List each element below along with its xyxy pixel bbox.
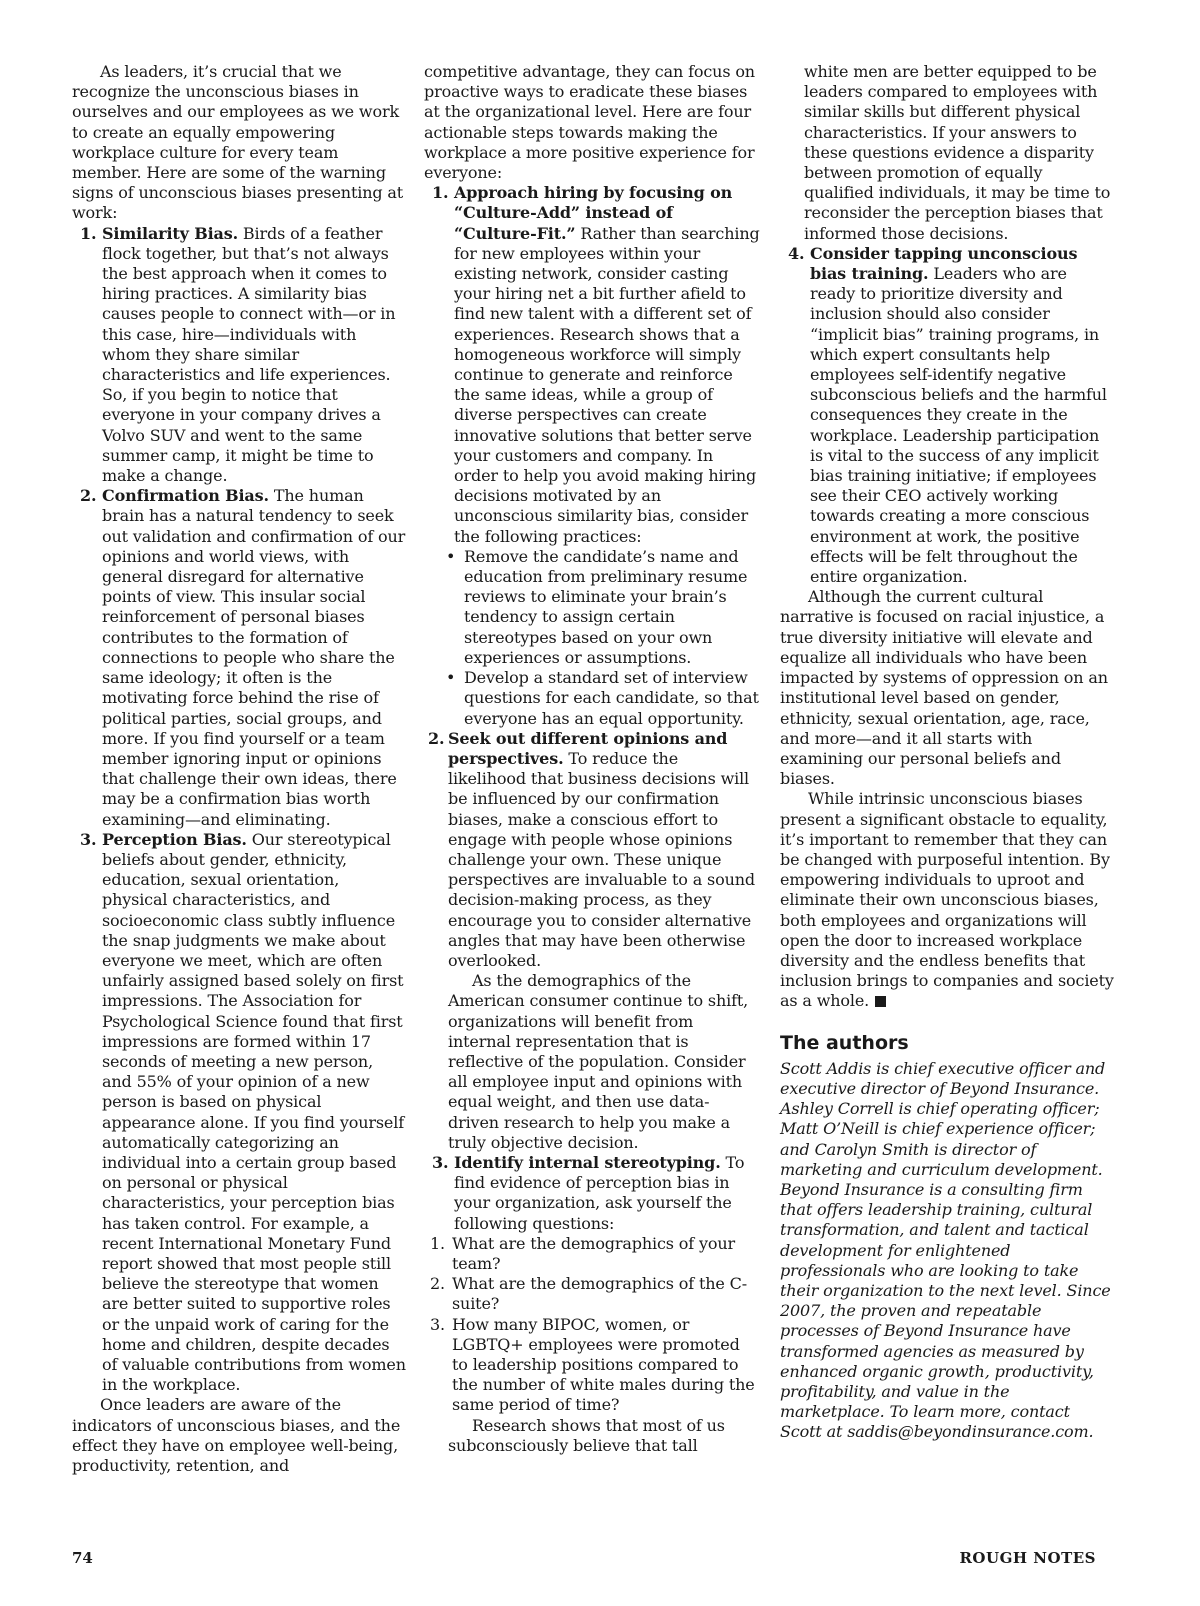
bias-title: Perception Bias. <box>102 829 247 849</box>
question-item <box>424 1315 760 1416</box>
step-text: To find evidence of perception bias in your organization, ask yourself the following questions: <box>454 1152 745 1233</box>
bias-text: Birds of a feather flock together, but that’s not always the best approach when it comes to hiring practices. A similarity bias causes people to connect with—or in this case, hire—individuals with whom they share similar characteristics and life experiences. So, if you begin to notice that everyone in your company drives a Volvo SUV and went to the same summer camp, it might be time to make a change. <box>102 223 396 486</box>
end-of-article-icon <box>875 996 886 1007</box>
intro-paragraph: As leaders, it’s crucial that we recognize the unconscious biases in ourselves and our employees as we work to create an equally empowering workplace culture for every team member. Here are some of the warning signs of unconscious biases presenting at work: <box>72 62 404 223</box>
column-1 <box>72 62 406 1476</box>
step2-followup-paragraph: As the demographics of the American consumer continue to shift, organizations will benefit from internal representation that is reflective of the population. Consider all employee input and opinions with equal weight, and then use data-driven research to help you make a truly objective decision. <box>448 971 749 1152</box>
bias-title: Confirmation Bias. <box>102 486 269 506</box>
bias-number: 3. <box>80 829 97 849</box>
question-number: 3. <box>430 1314 445 1334</box>
question-text: What are the demographics of the C-suite? <box>452 1274 748 1314</box>
bullet-text: Develop a standard set of interview questions for each candidate, so that everyone has an equal opportunity. <box>464 668 759 728</box>
bullet-item <box>424 668 760 729</box>
step-title: Identify internal stereotyping. <box>454 1152 721 1172</box>
question-number: 2. <box>430 1274 445 1294</box>
continuation-paragraph: competitive advantage, they can focus on proactive ways to eradicate these biases at the organizational level. Here are four actionable steps towards making the workplace a more positive experience for everyone: <box>424 62 755 183</box>
question-list <box>424 1234 760 1416</box>
step-title: Approach hiring by focusing on “Culture-Add” instead of “Culture-Fit.” <box>454 183 733 243</box>
narrative-paragraph: Although the current cultural narrative is focused on racial injustice, a true diversity initiative will elevate and equalize all individuals who have been impacted by systems of oppression on an institutional level based on gender, ethnicity, sexual orientation, age, race, and more—and it all starts with examining our personal beliefs and biases. <box>780 587 1108 789</box>
bias-number: 2. <box>80 486 97 506</box>
bias-item-perception <box>72 830 406 1396</box>
question-number: 1. <box>430 1233 445 1253</box>
bias-title: Similarity Bias. <box>102 223 238 243</box>
question-text: How many BIPOC, women, or LGBTQ+ employees were promoted to leadership positions compared to the number of white males during the same period of time? <box>452 1314 755 1415</box>
outro-paragraph: Once leaders are aware of the indicators of unconscious biases, and the effect they have on employee well-being, productivity, retention, and <box>72 1395 401 1476</box>
step-title: Seek out different opinions and perspectives. <box>448 728 728 768</box>
step-text: Rather than searching for new employees within your existing network, consider casting your hiring net a bit further afield to find new talent with a different set of experiences. Research shows that a homogeneous workforce will simply continue to generate and reinforce the same ideas, while a group of diverse perspectives can create innovative solutions that better serve your customers and company. In order to help you avoid making hiring decisions motivated by an unconscious similarity bias, consider the following practices: <box>454 223 760 546</box>
bullet-icon: • <box>446 546 456 566</box>
bullet-text: Remove the candidate’s name and education from preliminary resume reviews to eliminate your brain’s tendency to assign certain stereotypes based on your own experiences or assumptions. <box>464 546 748 667</box>
closing-text: While intrinsic unconscious biases present a significant obstacle to equality, it’s important to remember that they can be changed with purposeful intention. By empowering individuals to uproot and eliminate their own unconscious biases, both employees and organizations will open the door to increased workplace diversity and the endless benefits that inclusion brings to companies and society as a whole. <box>780 789 1114 1011</box>
step-item-stereotyping <box>424 1153 760 1234</box>
question-item <box>424 1234 760 1274</box>
practice-bullet-list <box>424 547 760 729</box>
bias-text: Our stereotypical beliefs about gender, ethnicity, education, sexual orientation, physical characteristics, and socioeconomic class subtly influence the snap judgments we make about everyone we meet, which are often unfairly assigned based solely on first impressions. The Association for Psychological Science found that first impressions are formed within 17 seconds of meeting a new person, and 55% of your opinion of a new person is based on physical appearance alone. If you find yourself automatically categorizing an individual into a certain group based on personal or physical characteristics, your perception bias has taken control. For example, a recent International Monetary Fund report showed that most people still believe the stereotype that women are better suited to supportive roles or the unpaid work of caring for the home and children, despite decades of valuable contributions from women in the workplace. <box>102 829 406 1395</box>
bias-text: The human brain has a natural tendency to seek out validation and confirmation of our opinions and world views, with general disregard for alternative points of view. This insular social reinforcement of personal biases contributes to the formation of connections to people who share the same ideology; it often is the motivating force behind the rise of political parties, social groups, and more. If you find yourself or a team member ignoring input or opinions that challenge their own ideas, there may be a confirmation bias worth examining—and eliminating. <box>102 486 406 829</box>
step-number: 4. <box>788 243 805 263</box>
step-text: Leaders who are ready to prioritize diversity and inclusion should also consider “implicit bias” training programs, in which expert consultants help employees self-identify negative subconscious beliefs and the harmful consequences they create in the workplace. Leadership participation is vital to the success of any implicit bias training initiative; if employees see their CEO actively working towards creating a more conscious environment at work, the positive effects will be felt throughout the entire organization. <box>810 264 1107 587</box>
bias-item-similarity <box>72 224 406 487</box>
bullet-icon: • <box>446 668 456 688</box>
bias-number: 1. <box>80 223 97 243</box>
column-2 <box>424 62 760 1456</box>
step-number: 3. <box>432 1152 449 1172</box>
authors-bio: Scott Addis is chief executive officer and executive director of Beyond Insurance. Ashley Correll is chief operating officer; Matt O’Neill is chief experience officer; and Carolyn Smith is director of marketing and curriculum development. Beyond Insurance is a consulting firm that offers leadership training, cultural transformation, and talent and tactical development for enlightened professionals who are looking to take their organization to the next level. Since 2007, the proven and repeatable processes of Beyond Insurance have transformed agencies as measured by enhanced organic growth, productivity, profitability, and value in the marketplace. To learn more, contact Scott at saddis@beyondinsurance.com. <box>780 1058 1111 1442</box>
page-number: 74 <box>72 1549 93 1567</box>
question-item <box>424 1274 760 1314</box>
bias-list <box>72 224 406 1396</box>
research-paragraph-continued: white men are better equipped to be leaders compared to employees with similar skills but different physical characteristics. If your answers to these questions evidence a disparity between promotion of equally qualified individuals, it may be time to reconsider the perception biases that informed those decisions. <box>804 62 1111 243</box>
closing-paragraph <box>780 789 1116 1011</box>
bias-item-confirmation <box>72 486 406 829</box>
publication-name: ROUGH NOTES <box>959 1549 1096 1567</box>
bullet-item <box>424 547 760 668</box>
authors-heading: The authors <box>780 1031 909 1054</box>
step-text: To reduce the likelihood that business decisions will be influenced by our confirmation biases, make a conscious effort to engage with people whose opinions challenge your own. These unique perspectives are invaluable to a sound decision-making process, as they encourage you to consider alternative angles that may have been otherwise overlooked. <box>448 748 755 970</box>
step-item-bias-training <box>780 244 1116 587</box>
step-number: 2. <box>428 728 445 748</box>
research-paragraph-start: Research shows that most of us subconsciously believe that tall <box>448 1415 725 1455</box>
step-title: Consider tapping unconscious bias training. <box>810 243 1078 284</box>
step-item-culture-add <box>424 183 760 547</box>
question-text: What are the demographics of your team? <box>452 1233 736 1273</box>
column-3 <box>780 62 1116 1443</box>
step-item-different-opinions <box>424 729 760 971</box>
step-number: 1. <box>432 183 449 203</box>
